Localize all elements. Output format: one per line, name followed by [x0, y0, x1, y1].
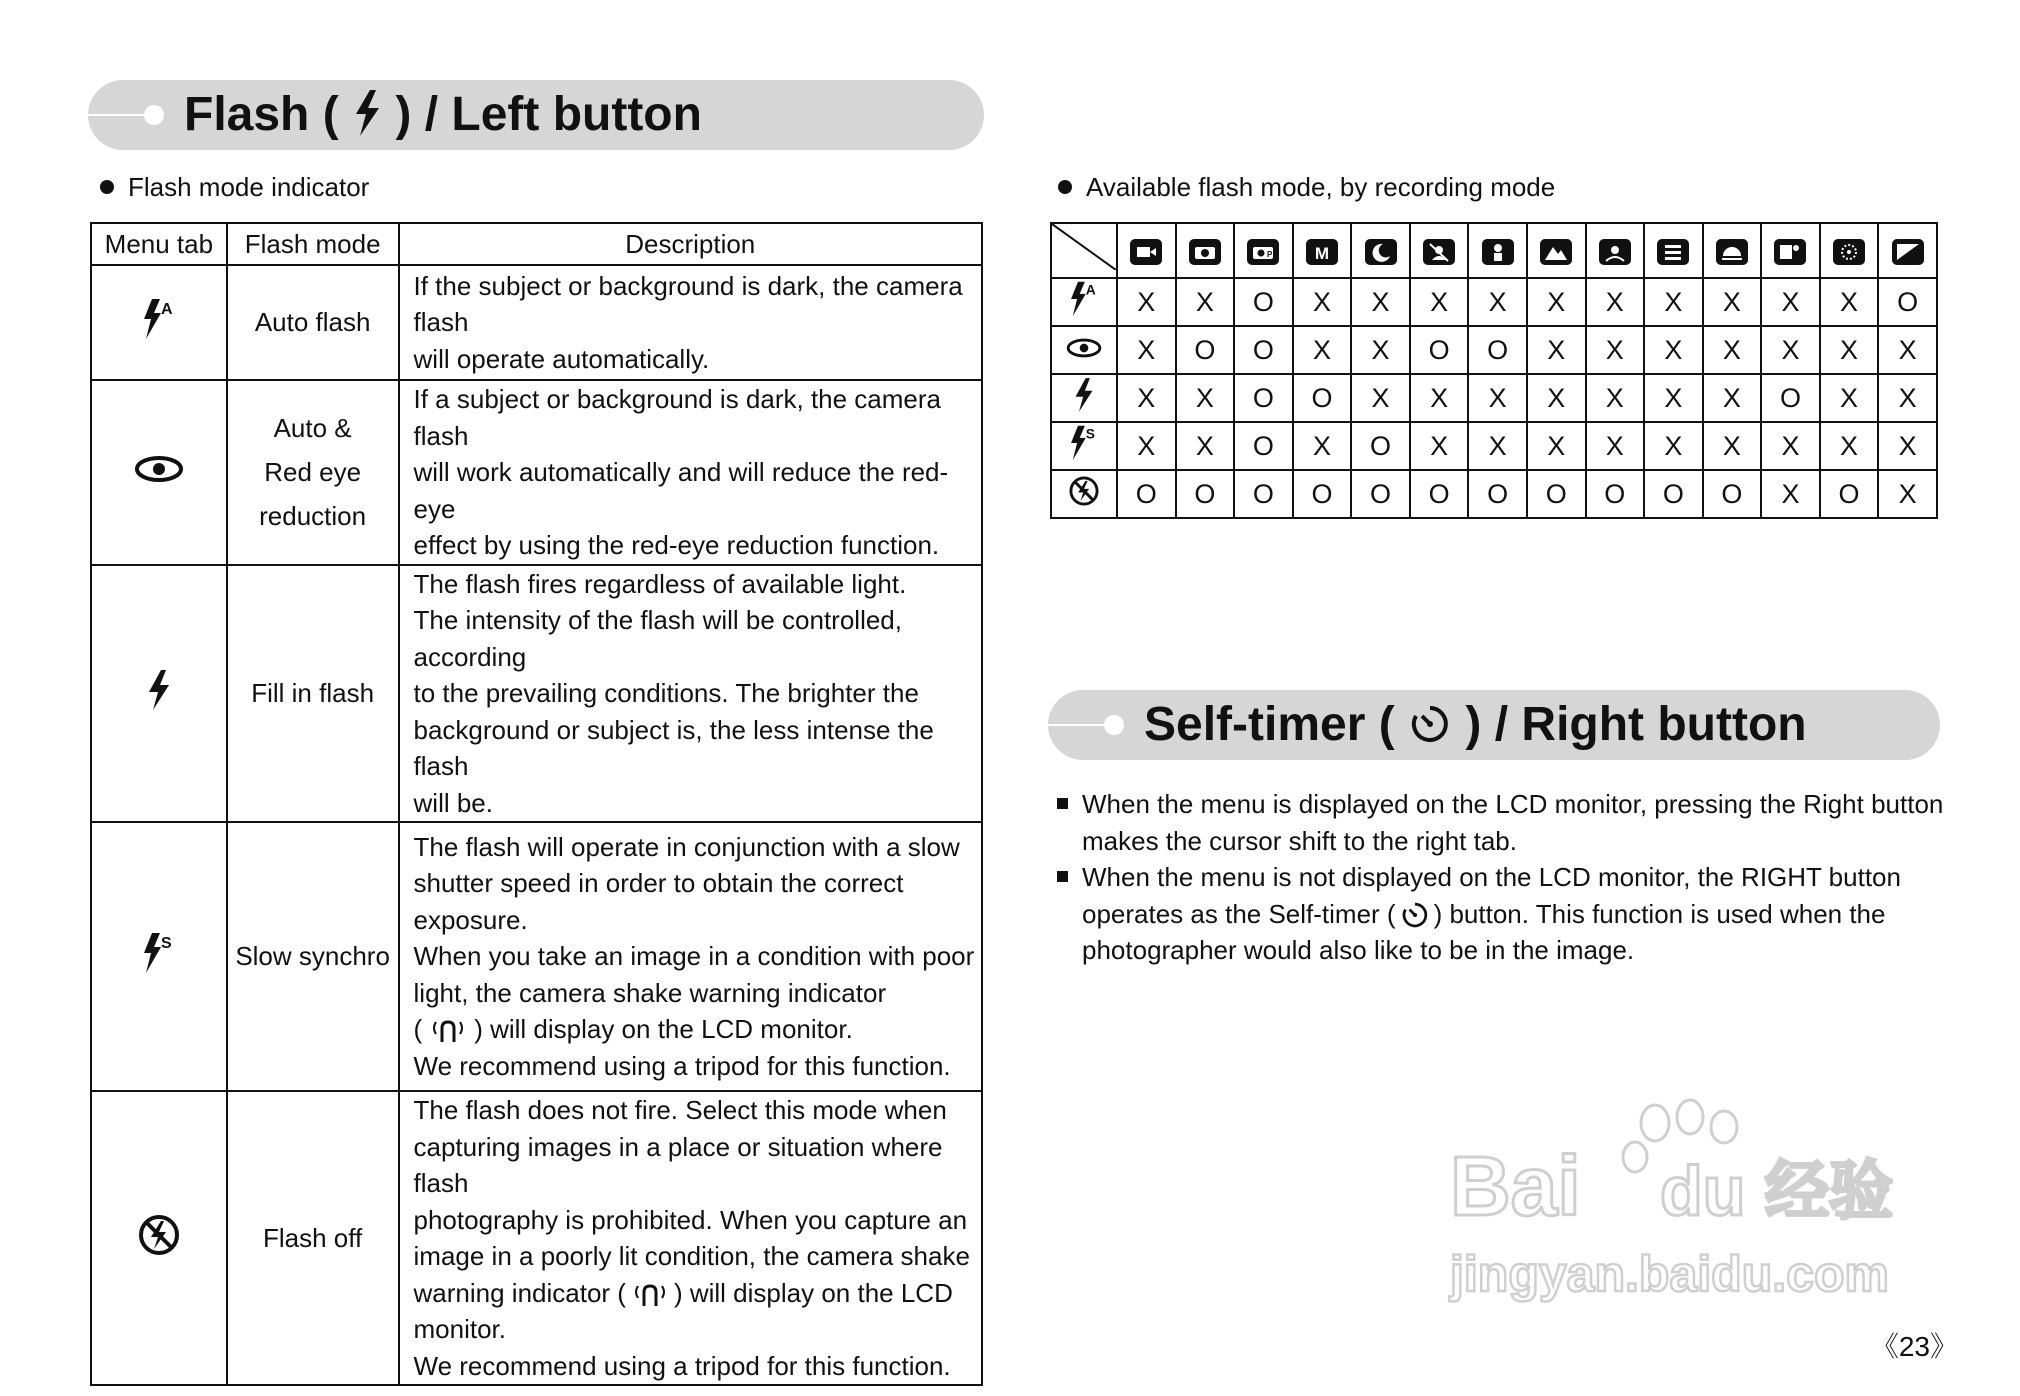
svg-text:S: S [160, 935, 172, 952]
row-icon-cell [1051, 326, 1117, 374]
availability-cell: O [1468, 326, 1527, 374]
availability-cell: X [1820, 278, 1879, 326]
availability-cell: X [1293, 326, 1352, 374]
table-cell-mode: Fill in flash [227, 565, 399, 823]
self-timer-section-title: Self-timer ( ) / Right button [1144, 698, 1807, 751]
availability-cell: X [1761, 278, 1820, 326]
availability-cell: O [1351, 470, 1410, 518]
bullet-dot [1058, 180, 1072, 194]
table-cell-icon [91, 822, 227, 1091]
availability-cell: O [1234, 470, 1293, 518]
availability-cell: X [1117, 422, 1176, 470]
red-eye-icon [134, 454, 184, 484]
table-row [91, 265, 982, 380]
availability-cell: X [1878, 374, 1937, 422]
camera-icon [1189, 239, 1221, 265]
fill-flash-icon [1073, 390, 1095, 420]
flash-section-title: Flash ( ) / Left button [184, 88, 702, 141]
diagonal-line [1052, 224, 1116, 270]
mode-column-header [1586, 223, 1645, 278]
availability-cell: X [1527, 374, 1586, 422]
availability-cell: X [1820, 326, 1879, 374]
availability-cell: X [1586, 326, 1645, 374]
svg-text:P: P [1267, 249, 1273, 259]
sunset-icon [1716, 239, 1748, 265]
watermark-cn-text: 经验 [1765, 1155, 1893, 1229]
availability-cell: O [1410, 470, 1469, 518]
availability-cell: X [1468, 422, 1527, 470]
row-icon-cell [1051, 470, 1117, 518]
mode-column-header [1761, 223, 1820, 278]
flash-off-icon [1068, 483, 1100, 513]
availability-cell: X [1820, 422, 1879, 470]
availability-header-row [1051, 223, 1937, 278]
availability-cell: O [1586, 470, 1645, 518]
children-icon [1482, 239, 1514, 265]
bullet-dot [100, 180, 114, 194]
program-icon [1247, 239, 1279, 265]
mode-column-header [1527, 223, 1586, 278]
availability-cell: X [1878, 470, 1937, 518]
baidu-watermark [1440, 1095, 1910, 1315]
table-cell-mode: Auto & Red eye reduction [227, 380, 399, 565]
row-icon-cell [1051, 278, 1117, 326]
diagonal-corner-cell [1051, 223, 1117, 278]
availability-cell: O [1293, 470, 1352, 518]
availability-cell: X [1761, 326, 1820, 374]
flash-section-header [88, 80, 984, 150]
mode-column-header [1117, 223, 1176, 278]
availability-cell: X [1761, 422, 1820, 470]
availability-cell: X [1351, 326, 1410, 374]
table-row [1051, 422, 1937, 470]
table-cell-description: If a subject or background is dark, the camera flash will work automatically and will reduce the red-eye effect by using the red-eye reduction function. [399, 380, 982, 565]
header-line-decoration [1048, 724, 1106, 726]
camera-shake-icon [630, 1280, 670, 1308]
availability-cell: X [1351, 374, 1410, 422]
row-icon-cell [1051, 374, 1117, 422]
manual-icon [1306, 239, 1338, 265]
table-row [91, 565, 982, 823]
availability-cell: O [1468, 470, 1527, 518]
self-timer-section-header [1048, 690, 1940, 760]
self-timer-icon [1400, 900, 1430, 930]
table-row [1051, 470, 1937, 518]
availability-cell: X [1351, 278, 1410, 326]
availability-cell: X [1117, 278, 1176, 326]
availability-cell: X [1293, 278, 1352, 326]
table-row [91, 380, 982, 565]
header-line-decoration [88, 114, 146, 116]
table-cell-icon [91, 265, 227, 380]
availability-cell: X [1293, 422, 1352, 470]
availability-cell: X [1176, 422, 1235, 470]
table-row [1051, 278, 1937, 326]
mode-column-header [1468, 223, 1527, 278]
availability-cell: X [1586, 278, 1645, 326]
flash-mode-table [90, 222, 983, 1386]
table-row [1051, 326, 1937, 374]
table-cell-mode: Flash off [227, 1091, 399, 1385]
availability-cell: O [1176, 470, 1235, 518]
closeup-icon [1599, 239, 1631, 265]
availability-cell: X [1878, 326, 1937, 374]
availability-cell: O [1234, 374, 1293, 422]
portrait-icon [1423, 239, 1455, 265]
mode-column-header [1176, 223, 1235, 278]
availability-cell: X [1527, 326, 1586, 374]
table-header-row [91, 223, 982, 265]
column-header-menu-tab: Menu tab [91, 223, 227, 265]
table-cell-icon [91, 1091, 227, 1385]
availability-cell: X [1410, 278, 1469, 326]
svg-text:S: S [1085, 425, 1095, 442]
table-row [91, 822, 982, 1091]
availability-cell: X [1176, 278, 1235, 326]
watermark-brand: Bai [1450, 1139, 1581, 1233]
fill-flash-icon [146, 668, 172, 712]
availability-cell: X [1527, 422, 1586, 470]
availability-cell: X [1644, 374, 1703, 422]
availability-heading: Available flash mode, by recording mode [1058, 172, 1555, 203]
square-bullet [1057, 798, 1068, 809]
availability-cell: X [1176, 374, 1235, 422]
movie-icon [1130, 239, 1162, 265]
page-number: 《23》 [1870, 1331, 1958, 1362]
list-item: When the menu is displayed on the LCD monitor, pressing the Right button makes the cursor shift to the right tab. [1057, 786, 1957, 859]
mode-column-header [1234, 223, 1293, 278]
auto-flash-icon [1069, 281, 1099, 324]
availability-cell: X [1703, 326, 1762, 374]
availability-cell: O [1820, 470, 1879, 518]
backlight-icon [1892, 239, 1924, 265]
auto-flash-icon [142, 297, 176, 341]
night-icon [1365, 239, 1397, 265]
availability-cell: X [1644, 278, 1703, 326]
table-cell-description: If the subject or background is dark, the camera flash will operate automatically. [399, 265, 982, 380]
availability-cell: O [1410, 326, 1469, 374]
availability-cell: X [1468, 278, 1527, 326]
red-eye-icon [1066, 335, 1102, 365]
fireworks-icon [1833, 239, 1865, 265]
flash-icon [352, 90, 382, 136]
text-icon [1657, 239, 1689, 265]
slow-synchro-icon [1069, 425, 1099, 468]
mode-column-header [1410, 223, 1469, 278]
table-cell-description: The flash does not fire. Select this mode when capturing images in a place or situation where flash photography is prohibited. When you capture an image in a poorly lit condition, the camera shake warning indicator ( ) will display on the LCD monitor. We recommend using a tripod for this function. [399, 1091, 982, 1385]
slow-synchro-icon [142, 931, 176, 975]
mode-column-header [1351, 223, 1410, 278]
availability-table [1050, 222, 1938, 519]
availability-cell: X [1703, 422, 1762, 470]
table-cell-description: The flash will operate in conjunction with a slow shutter speed in order to obtain the correct exposure. When you take an image in a condition with poor light, the camera shake warning indicator ( ) will display on the LCD monitor. We recommend using a tripod for this function. [399, 822, 982, 1091]
availability-cell: O [1527, 470, 1586, 518]
availability-cell: X [1117, 326, 1176, 374]
svg-text:A: A [1085, 281, 1096, 298]
list-item: When the menu is not displayed on the LCD monitor, the RIGHT button operates as the Self-timer ( ) button. This function is used when the photographer would also like to be in the image. [1057, 859, 1957, 969]
availability-cell: X [1703, 278, 1762, 326]
row-icon-cell [1051, 422, 1117, 470]
availability-cell: O [1644, 470, 1703, 518]
column-header-flash-mode: Flash mode [227, 223, 399, 265]
availability-cell: O [1293, 374, 1352, 422]
table-cell-description: The flash fires regardless of available light. The intensity of the flash will be controlled, according to the prevailing conditions. The brighter the background or subject is, the less intense the flash will be. [399, 565, 982, 823]
header-dot-decoration [144, 105, 164, 125]
table-cell-icon [91, 565, 227, 823]
availability-cell: X [1878, 422, 1937, 470]
availability-cell: O [1234, 326, 1293, 374]
availability-cell: O [1351, 422, 1410, 470]
watermark-url: jingyan.baidu.com [1450, 1246, 1889, 1302]
landscape-icon [1540, 239, 1572, 265]
availability-cell: X [1644, 326, 1703, 374]
svg-text:A: A [160, 301, 173, 318]
mode-column-header [1703, 223, 1762, 278]
watermark-brand-du: du [1660, 1152, 1746, 1230]
availability-cell: X [1410, 374, 1469, 422]
column-header-description: Description [399, 223, 982, 265]
availability-cell: O [1878, 278, 1937, 326]
svg-text:M: M [1314, 243, 1330, 263]
mode-column-header [1878, 223, 1937, 278]
availability-cell: X [1410, 422, 1469, 470]
table-cell-icon [91, 380, 227, 565]
self-timer-list [1057, 786, 1957, 969]
availability-cell: X [1586, 422, 1645, 470]
availability-cell: X [1527, 278, 1586, 326]
camera-shake-icon [428, 1016, 468, 1044]
table-cell-mode: Auto flash [227, 265, 399, 380]
availability-cell: X [1586, 374, 1645, 422]
availability-cell: O [1703, 470, 1762, 518]
flash-indicator-heading: Flash mode indicator [100, 172, 369, 203]
flash-off-icon [137, 1213, 181, 1257]
table-cell-mode: Slow synchro [227, 822, 399, 1091]
availability-cell: O [1761, 374, 1820, 422]
dawn-icon [1774, 239, 1806, 265]
availability-cell: X [1644, 422, 1703, 470]
header-dot-decoration [1104, 715, 1124, 735]
self-timer-icon [1408, 702, 1452, 746]
square-bullet [1057, 871, 1068, 882]
mode-column-header [1644, 223, 1703, 278]
mode-column-header [1820, 223, 1879, 278]
availability-cell: O [1117, 470, 1176, 518]
availability-cell: X [1820, 374, 1879, 422]
mode-column-header [1293, 223, 1352, 278]
availability-cell: X [1117, 374, 1176, 422]
table-row [1051, 374, 1937, 422]
availability-cell: X [1703, 374, 1762, 422]
availability-cell: X [1468, 374, 1527, 422]
table-row [91, 1091, 982, 1385]
availability-cell: O [1234, 278, 1293, 326]
availability-cell: O [1176, 326, 1235, 374]
availability-cell: X [1761, 470, 1820, 518]
availability-cell: O [1234, 422, 1293, 470]
